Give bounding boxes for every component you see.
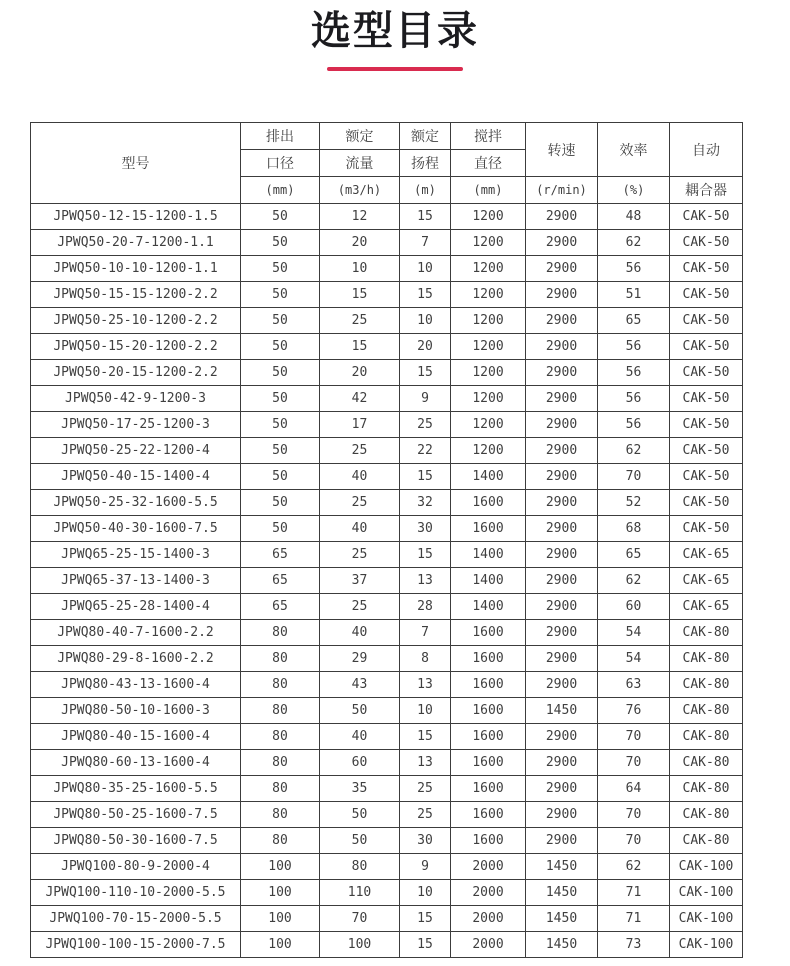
rated-head-cell: 20 (400, 334, 451, 360)
coupler-cell: CAK-80 (670, 698, 743, 724)
efficiency-cell: 60 (598, 594, 670, 620)
speed-cell: 2900 (526, 282, 598, 308)
coupler-cell: CAK-80 (670, 802, 743, 828)
efficiency-cell: 64 (598, 776, 670, 802)
efficiency-cell: 56 (598, 334, 670, 360)
rated-flow-cell: 20 (320, 360, 400, 386)
speed-cell: 2900 (526, 412, 598, 438)
rated-head-cell: 15 (400, 724, 451, 750)
efficiency-cell: 70 (598, 724, 670, 750)
rated-flow-cell: 70 (320, 906, 400, 932)
rated-head-cell: 15 (400, 204, 451, 230)
outlet-diameter-cell: 50 (241, 334, 320, 360)
rated-head-cell: 32 (400, 490, 451, 516)
outlet-diameter-cell: 50 (241, 464, 320, 490)
speed-cell: 1450 (526, 906, 598, 932)
rated-head-cell: 10 (400, 256, 451, 282)
coupler-cell: CAK-50 (670, 386, 743, 412)
rated-flow-cell: 20 (320, 230, 400, 256)
mixing-diameter-cell: 1200 (451, 230, 526, 256)
mixing-diameter-cell: 1200 (451, 204, 526, 230)
header-row-1 (31, 123, 743, 150)
rated-flow-cell: 15 (320, 334, 400, 360)
table-row (31, 802, 743, 828)
speed-cell: 2900 (526, 594, 598, 620)
header-rated-head-line2: 扬程 (400, 150, 451, 177)
rated-head-cell: 15 (400, 464, 451, 490)
table-row (31, 464, 743, 490)
table-row (31, 334, 743, 360)
outlet-diameter-cell: 100 (241, 880, 320, 906)
mixing-diameter-cell: 1400 (451, 542, 526, 568)
model-cell: JPWQ50-15-15-1200-2.2 (31, 282, 241, 308)
table-row (31, 204, 743, 230)
efficiency-cell: 48 (598, 204, 670, 230)
unit-speed: (r/min) (526, 177, 598, 204)
table-row (31, 646, 743, 672)
coupler-cell: CAK-100 (670, 880, 743, 906)
speed-cell: 1450 (526, 854, 598, 880)
table-row (31, 542, 743, 568)
table-row (31, 906, 743, 932)
rated-flow-cell: 80 (320, 854, 400, 880)
coupler-cell: CAK-65 (670, 568, 743, 594)
mixing-diameter-cell: 1200 (451, 282, 526, 308)
model-cell: JPWQ80-29-8-1600-2.2 (31, 646, 241, 672)
efficiency-cell: 56 (598, 386, 670, 412)
table-row (31, 854, 743, 880)
rated-flow-cell: 40 (320, 724, 400, 750)
rated-flow-cell: 29 (320, 646, 400, 672)
speed-cell: 2900 (526, 672, 598, 698)
header-rated-head-line1: 额定 (400, 123, 451, 150)
coupler-cell: CAK-80 (670, 828, 743, 854)
unit-rated-head: (m) (400, 177, 451, 204)
mixing-diameter-cell: 1200 (451, 256, 526, 282)
table-row (31, 230, 743, 256)
efficiency-cell: 52 (598, 490, 670, 516)
coupler-cell: CAK-50 (670, 256, 743, 282)
rated-flow-cell: 40 (320, 464, 400, 490)
header-mixing-line2: 直径 (451, 150, 526, 177)
unit-coupler: 耦合器 (670, 177, 743, 204)
mixing-diameter-cell: 2000 (451, 880, 526, 906)
efficiency-cell: 62 (598, 568, 670, 594)
table-body (31, 204, 743, 958)
speed-cell: 2900 (526, 568, 598, 594)
outlet-diameter-cell: 80 (241, 672, 320, 698)
table-row (31, 490, 743, 516)
header-efficiency: 效率 (598, 123, 670, 177)
model-cell: JPWQ50-25-10-1200-2.2 (31, 308, 241, 334)
rated-flow-cell: 25 (320, 490, 400, 516)
unit-mixing-diameter: (mm) (451, 177, 526, 204)
model-cell: JPWQ100-70-15-2000-5.5 (31, 906, 241, 932)
rated-flow-cell: 12 (320, 204, 400, 230)
table-row (31, 386, 743, 412)
rated-head-cell: 9 (400, 854, 451, 880)
header-outlet-line1: 排出 (241, 123, 320, 150)
model-cell: JPWQ80-40-15-1600-4 (31, 724, 241, 750)
rated-head-cell: 25 (400, 802, 451, 828)
efficiency-cell: 71 (598, 906, 670, 932)
speed-cell: 2900 (526, 386, 598, 412)
model-cell: JPWQ80-60-13-1600-4 (31, 750, 241, 776)
table-row (31, 880, 743, 906)
outlet-diameter-cell: 80 (241, 802, 320, 828)
rated-flow-cell: 25 (320, 594, 400, 620)
table-row (31, 360, 743, 386)
mixing-diameter-cell: 1400 (451, 568, 526, 594)
rated-flow-cell: 50 (320, 698, 400, 724)
outlet-diameter-cell: 80 (241, 646, 320, 672)
outlet-diameter-cell: 50 (241, 490, 320, 516)
model-cell: JPWQ50-25-22-1200-4 (31, 438, 241, 464)
speed-cell: 2900 (526, 230, 598, 256)
header-speed: 转速 (526, 123, 598, 177)
coupler-cell: CAK-65 (670, 594, 743, 620)
rated-flow-cell: 25 (320, 542, 400, 568)
coupler-cell: CAK-50 (670, 334, 743, 360)
model-cell: JPWQ100-80-9-2000-4 (31, 854, 241, 880)
table-row (31, 750, 743, 776)
model-cell: JPWQ50-42-9-1200-3 (31, 386, 241, 412)
mixing-diameter-cell: 1200 (451, 386, 526, 412)
table-row (31, 724, 743, 750)
table-row (31, 932, 743, 958)
efficiency-cell: 62 (598, 230, 670, 256)
efficiency-cell: 65 (598, 542, 670, 568)
coupler-cell: CAK-50 (670, 282, 743, 308)
coupler-cell: CAK-50 (670, 490, 743, 516)
table-row (31, 438, 743, 464)
outlet-diameter-cell: 50 (241, 360, 320, 386)
mixing-diameter-cell: 1400 (451, 464, 526, 490)
coupler-cell: CAK-80 (670, 776, 743, 802)
rated-flow-cell: 40 (320, 620, 400, 646)
rated-head-cell: 25 (400, 776, 451, 802)
coupler-cell: CAK-50 (670, 308, 743, 334)
speed-cell: 2900 (526, 620, 598, 646)
coupler-cell: CAK-50 (670, 230, 743, 256)
mixing-diameter-cell: 1600 (451, 620, 526, 646)
coupler-cell: CAK-80 (670, 724, 743, 750)
coupler-cell: CAK-50 (670, 360, 743, 386)
rated-head-cell: 25 (400, 412, 451, 438)
coupler-cell: CAK-50 (670, 516, 743, 542)
efficiency-cell: 70 (598, 802, 670, 828)
model-cell: JPWQ50-20-7-1200-1.1 (31, 230, 241, 256)
rated-flow-cell: 100 (320, 932, 400, 958)
mixing-diameter-cell: 1600 (451, 646, 526, 672)
mixing-diameter-cell: 2000 (451, 932, 526, 958)
model-cell: JPWQ50-15-20-1200-2.2 (31, 334, 241, 360)
model-cell: JPWQ80-40-7-1600-2.2 (31, 620, 241, 646)
table-row (31, 620, 743, 646)
mixing-diameter-cell: 1600 (451, 672, 526, 698)
mixing-diameter-cell: 1200 (451, 334, 526, 360)
rated-flow-cell: 15 (320, 282, 400, 308)
efficiency-cell: 71 (598, 880, 670, 906)
rated-flow-cell: 17 (320, 412, 400, 438)
table-row (31, 698, 743, 724)
coupler-cell: CAK-100 (670, 906, 743, 932)
rated-head-cell: 30 (400, 516, 451, 542)
speed-cell: 2900 (526, 724, 598, 750)
outlet-diameter-cell: 50 (241, 256, 320, 282)
efficiency-cell: 54 (598, 646, 670, 672)
efficiency-cell: 56 (598, 412, 670, 438)
rated-head-cell: 7 (400, 620, 451, 646)
mixing-diameter-cell: 1600 (451, 490, 526, 516)
mixing-diameter-cell: 1200 (451, 412, 526, 438)
table-header (31, 123, 743, 204)
rated-head-cell: 9 (400, 386, 451, 412)
rated-head-cell: 10 (400, 308, 451, 334)
outlet-diameter-cell: 100 (241, 932, 320, 958)
table-row (31, 516, 743, 542)
coupler-cell: CAK-80 (670, 620, 743, 646)
unit-outlet-diameter: (mm) (241, 177, 320, 204)
speed-cell: 2900 (526, 776, 598, 802)
coupler-cell: CAK-100 (670, 932, 743, 958)
model-cell: JPWQ80-50-25-1600-7.5 (31, 802, 241, 828)
outlet-diameter-cell: 50 (241, 516, 320, 542)
model-cell: JPWQ50-17-25-1200-3 (31, 412, 241, 438)
rated-head-cell: 10 (400, 880, 451, 906)
coupler-cell: CAK-80 (670, 750, 743, 776)
rated-head-cell: 28 (400, 594, 451, 620)
speed-cell: 2900 (526, 828, 598, 854)
mixing-diameter-cell: 1600 (451, 750, 526, 776)
outlet-diameter-cell: 80 (241, 724, 320, 750)
coupler-cell: CAK-80 (670, 672, 743, 698)
speed-cell: 2900 (526, 490, 598, 516)
mixing-diameter-cell: 2000 (451, 854, 526, 880)
rated-flow-cell: 110 (320, 880, 400, 906)
coupler-cell: CAK-100 (670, 854, 743, 880)
rated-flow-cell: 50 (320, 802, 400, 828)
outlet-diameter-cell: 100 (241, 854, 320, 880)
rated-head-cell: 15 (400, 360, 451, 386)
outlet-diameter-cell: 80 (241, 776, 320, 802)
title-accent-divider (327, 67, 463, 71)
efficiency-cell: 62 (598, 438, 670, 464)
mixing-diameter-cell: 1600 (451, 776, 526, 802)
outlet-diameter-cell: 50 (241, 282, 320, 308)
efficiency-cell: 65 (598, 308, 670, 334)
rated-head-cell: 15 (400, 932, 451, 958)
header-mixing-line1: 搅拌 (451, 123, 526, 150)
coupler-cell: CAK-80 (670, 646, 743, 672)
speed-cell: 2900 (526, 360, 598, 386)
mixing-diameter-cell: 1200 (451, 360, 526, 386)
efficiency-cell: 73 (598, 932, 670, 958)
model-cell: JPWQ50-40-15-1400-4 (31, 464, 241, 490)
efficiency-cell: 76 (598, 698, 670, 724)
outlet-diameter-cell: 80 (241, 698, 320, 724)
table-row (31, 308, 743, 334)
rated-flow-cell: 42 (320, 386, 400, 412)
outlet-diameter-cell: 65 (241, 568, 320, 594)
rated-flow-cell: 25 (320, 308, 400, 334)
efficiency-cell: 54 (598, 620, 670, 646)
mixing-diameter-cell: 1400 (451, 594, 526, 620)
model-cell: JPWQ100-100-15-2000-7.5 (31, 932, 241, 958)
page-title: 选型目录 (311, 9, 479, 53)
outlet-diameter-cell: 50 (241, 308, 320, 334)
model-cell: JPWQ80-50-30-1600-7.5 (31, 828, 241, 854)
unit-efficiency: (%) (598, 177, 670, 204)
rated-head-cell: 13 (400, 672, 451, 698)
speed-cell: 1450 (526, 880, 598, 906)
rated-head-cell: 13 (400, 568, 451, 594)
table-row (31, 776, 743, 802)
speed-cell: 2900 (526, 308, 598, 334)
model-cell: JPWQ50-40-30-1600-7.5 (31, 516, 241, 542)
speed-cell: 2900 (526, 256, 598, 282)
rated-head-cell: 7 (400, 230, 451, 256)
speed-cell: 2900 (526, 750, 598, 776)
outlet-diameter-cell: 50 (241, 386, 320, 412)
mixing-diameter-cell: 1200 (451, 308, 526, 334)
mixing-diameter-cell: 1600 (451, 724, 526, 750)
speed-cell: 2900 (526, 516, 598, 542)
outlet-diameter-cell: 100 (241, 906, 320, 932)
efficiency-cell: 56 (598, 360, 670, 386)
efficiency-cell: 63 (598, 672, 670, 698)
mixing-diameter-cell: 2000 (451, 906, 526, 932)
outlet-diameter-cell: 50 (241, 412, 320, 438)
mixing-diameter-cell: 1600 (451, 802, 526, 828)
outlet-diameter-cell: 65 (241, 594, 320, 620)
rated-head-cell: 15 (400, 542, 451, 568)
model-cell: JPWQ80-35-25-1600-5.5 (31, 776, 241, 802)
table-row (31, 568, 743, 594)
rated-flow-cell: 37 (320, 568, 400, 594)
rated-flow-cell: 60 (320, 750, 400, 776)
speed-cell: 2900 (526, 464, 598, 490)
rated-flow-cell: 40 (320, 516, 400, 542)
speed-cell: 2900 (526, 646, 598, 672)
rated-head-cell: 15 (400, 282, 451, 308)
model-cell: JPWQ80-50-10-1600-3 (31, 698, 241, 724)
efficiency-cell: 68 (598, 516, 670, 542)
efficiency-cell: 70 (598, 750, 670, 776)
table-row (31, 594, 743, 620)
outlet-diameter-cell: 50 (241, 438, 320, 464)
mixing-diameter-cell: 1600 (451, 516, 526, 542)
coupler-cell: CAK-50 (670, 438, 743, 464)
header-rated-flow-line2: 流量 (320, 150, 400, 177)
coupler-cell: CAK-50 (670, 204, 743, 230)
mixing-diameter-cell: 1200 (451, 438, 526, 464)
speed-cell: 2900 (526, 204, 598, 230)
model-cell: JPWQ80-43-13-1600-4 (31, 672, 241, 698)
model-cell: JPWQ50-25-32-1600-5.5 (31, 490, 241, 516)
rated-flow-cell: 10 (320, 256, 400, 282)
table-row (31, 828, 743, 854)
model-cell: JPWQ50-10-10-1200-1.1 (31, 256, 241, 282)
speed-cell: 1450 (526, 698, 598, 724)
outlet-diameter-cell: 50 (241, 230, 320, 256)
outlet-diameter-cell: 80 (241, 750, 320, 776)
outlet-diameter-cell: 80 (241, 828, 320, 854)
table-row (31, 672, 743, 698)
speed-cell: 2900 (526, 334, 598, 360)
outlet-diameter-cell: 80 (241, 620, 320, 646)
model-cell: JPWQ100-110-10-2000-5.5 (31, 880, 241, 906)
rated-head-cell: 10 (400, 698, 451, 724)
rated-head-cell: 13 (400, 750, 451, 776)
model-cell: JPWQ65-37-13-1400-3 (31, 568, 241, 594)
header-model: 型号 (31, 123, 241, 204)
model-cell: JPWQ50-12-15-1200-1.5 (31, 204, 241, 230)
unit-rated-flow: (m3/h) (320, 177, 400, 204)
table-row (31, 282, 743, 308)
efficiency-cell: 51 (598, 282, 670, 308)
efficiency-cell: 70 (598, 464, 670, 490)
coupler-cell: CAK-50 (670, 464, 743, 490)
table-row (31, 256, 743, 282)
table-row (31, 412, 743, 438)
efficiency-cell: 62 (598, 854, 670, 880)
rated-head-cell: 8 (400, 646, 451, 672)
selection-catalog-table (30, 122, 743, 958)
rated-flow-cell: 43 (320, 672, 400, 698)
speed-cell: 2900 (526, 802, 598, 828)
coupler-cell: CAK-65 (670, 542, 743, 568)
model-cell: JPWQ65-25-15-1400-3 (31, 542, 241, 568)
rated-head-cell: 22 (400, 438, 451, 464)
rated-head-cell: 15 (400, 906, 451, 932)
rated-flow-cell: 50 (320, 828, 400, 854)
outlet-diameter-cell: 65 (241, 542, 320, 568)
model-cell: JPWQ65-25-28-1400-4 (31, 594, 241, 620)
outlet-diameter-cell: 50 (241, 204, 320, 230)
header-outlet-line2: 口径 (241, 150, 320, 177)
rated-head-cell: 30 (400, 828, 451, 854)
header-rated-flow-line1: 额定 (320, 123, 400, 150)
rated-flow-cell: 35 (320, 776, 400, 802)
coupler-cell: CAK-50 (670, 412, 743, 438)
rated-flow-cell: 25 (320, 438, 400, 464)
model-cell: JPWQ50-20-15-1200-2.2 (31, 360, 241, 386)
speed-cell: 2900 (526, 438, 598, 464)
efficiency-cell: 56 (598, 256, 670, 282)
speed-cell: 2900 (526, 542, 598, 568)
speed-cell: 1450 (526, 932, 598, 958)
header-auto-coupling: 自动 (670, 123, 743, 177)
efficiency-cell: 70 (598, 828, 670, 854)
mixing-diameter-cell: 1600 (451, 828, 526, 854)
mixing-diameter-cell: 1600 (451, 698, 526, 724)
